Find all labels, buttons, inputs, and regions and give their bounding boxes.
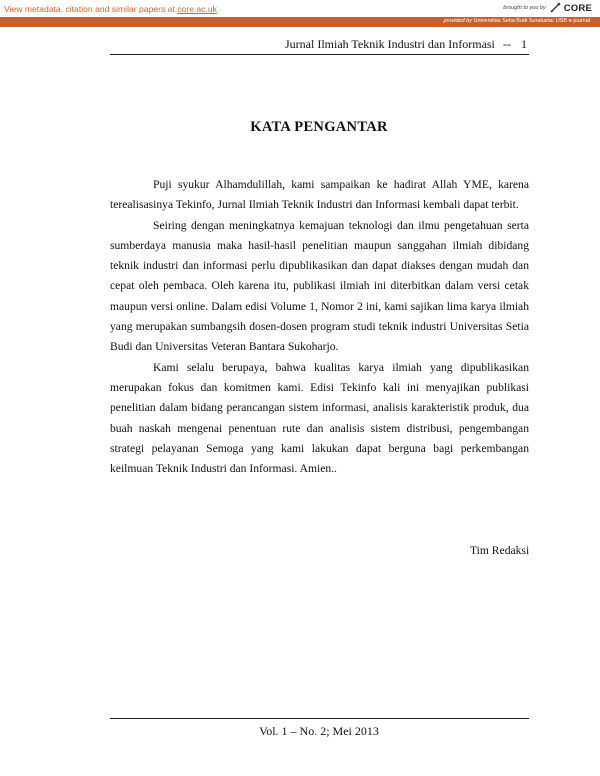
journal-title: Jurnal Ilmiah Teknik Industri dan Informasi	[285, 37, 495, 51]
core-link-target[interactable]: core.ac.uk	[177, 4, 217, 14]
provided-prefix: provided by	[443, 18, 472, 24]
provided-by-text	[444, 18, 590, 24]
running-header	[0, 37, 600, 53]
header-rule	[110, 54, 529, 55]
core-logo-icon	[549, 2, 561, 14]
core-brand-name: CORE	[563, 2, 592, 14]
signature: Tim Redaksi	[470, 544, 530, 557]
footer-rule	[110, 718, 529, 719]
core-metadata-link[interactable]	[4, 4, 217, 14]
core-provider-strip	[0, 17, 600, 27]
brought-by-text: brought to you by	[503, 5, 546, 11]
page-title: KATA PENGANTAR	[250, 119, 388, 135]
paragraph-1: Puji syukur Alhamdulillah, kami sampaikan ke hadirat Allah YME, karena terealisasinya Tekinfo, Jurnal Ilmiah Teknik Industri dan Informasi kembali dapat terbit.	[110, 178, 529, 212]
core-brand[interactable]	[503, 2, 592, 14]
body-text	[110, 175, 529, 479]
page-number: 1	[521, 37, 527, 51]
paragraph-2: Seiring dengan meningkatnya kemajuan teknologi dan ilmu pengetahuan serta sumberdaya manusia maka hasil-hasil penelitian maupun sanggahan ilmiah dibidang teknik industri dan informasi perlu dipublikasikan dan dapat diakses dengan mudah dan cepat oleh pembaca. Oleh karena itu, publikasi ilmiah ini diterbitkan dalam versi cetak maupun versi online. Dalam edisi Volume 1, Nomor 2 ini, kami sajikan lima karya ilmiah yang merupakan sumbangsih dosen-dosen program studi teknik industri Universitas Setia Budi dan Universitas Veteran Bantara Sukoharjo.	[110, 218, 529, 354]
header-separator: --	[503, 37, 511, 51]
core-link-prefix: View metadata, citation and similar papers at	[4, 4, 178, 14]
provided-source: Universitas Setia Budi Surakarta: USB e-journal	[473, 18, 590, 24]
paragraph-3: Kami selalu berupaya, bahwa kualitas karya ilmiah yang dipublikasikan merupakan fokus dan komitmen kami. Edisi Tekinfo kali ini menyajikan publikasi penelitian dalam bidang perancangan sistem informasi, analisis karakteristik produk, dua buah naskah mengenai penentuan rute dan analisis sistem distribusi, pengembangan strategi pelayanan Semoga yang kami lakukan dapat berguna bagi perkembangan keilmuan Teknik Industri dan Informasi. Amien..	[110, 360, 529, 476]
core-banner	[0, 0, 600, 27]
footer-issue: Vol. 1 – No. 2; Mei 2013	[259, 724, 379, 738]
